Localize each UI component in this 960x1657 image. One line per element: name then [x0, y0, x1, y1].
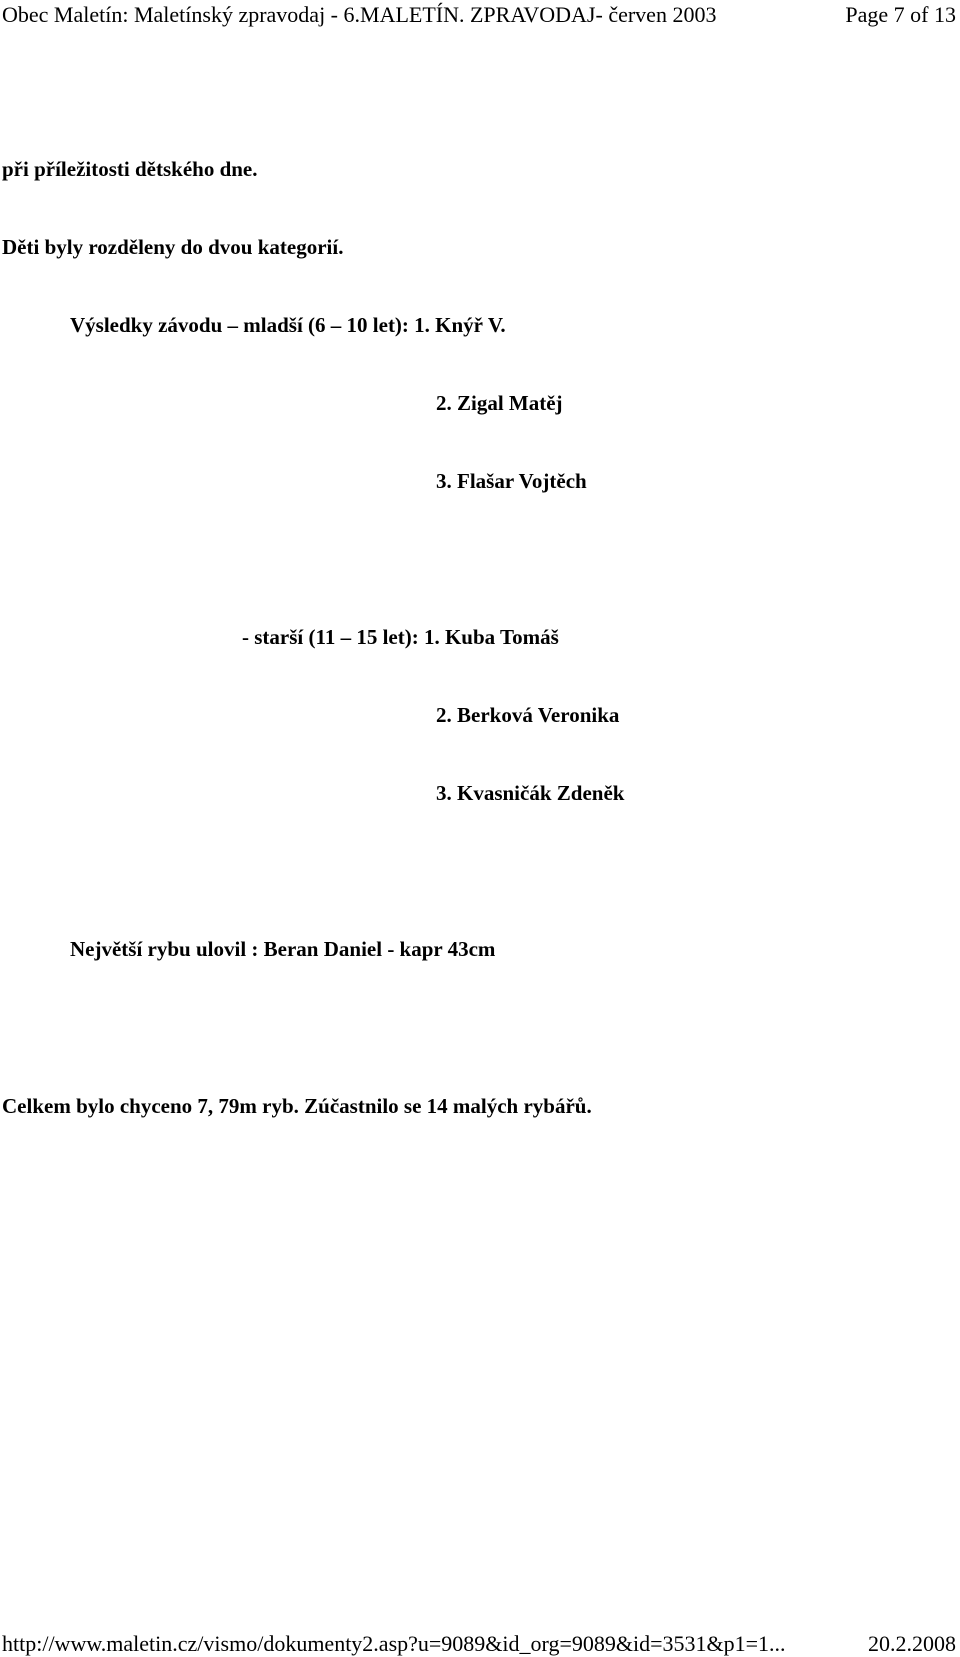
text-line-occasion: při příležitosti dětského dne.: [2, 157, 258, 181]
page-title: Obec Maletín: Maletínský zpravodaj - 6.MALETÍN. ZPRAVODAJ- červen 2003: [2, 2, 717, 27]
text-line-younger-third: 3. Flašar Vojtěch: [436, 469, 587, 493]
text-line-younger-second: 2. Zigal Matěj: [436, 391, 563, 415]
text-line-biggest-fish: Největší rybu ulovil : Beran Daniel - kapr 43cm: [70, 937, 496, 961]
text-line-older-second: 2. Berková Veronika: [436, 703, 620, 727]
text-line-older-third: 3. Kvasničák Zdeněk: [436, 781, 625, 805]
page-url: http://www.maletin.cz/vismo/dokumenty2.asp?u=9089&id_org=9089&id=3531&p1=1...: [2, 1631, 786, 1656]
text-line-categories: Děti byly rozděleny do dvou kategorií.: [2, 235, 344, 259]
page-number: Page 7 of 13: [845, 2, 956, 27]
text-line-results-younger: Výsledky závodu – mladší (6 – 10 let): 1. Knýř V.: [70, 313, 506, 337]
text-line-results-older: - starší (11 – 15 let): 1. Kuba Tomáš: [242, 625, 559, 649]
print-date: 20.2.2008: [868, 1631, 956, 1656]
text-line-summary: Celkem bylo chyceno 7, 79m ryb. Zúčastnilo se 14 malých rybářů.: [2, 1094, 592, 1118]
print-header: [0, 0, 960, 30]
print-footer: [0, 1630, 960, 1657]
